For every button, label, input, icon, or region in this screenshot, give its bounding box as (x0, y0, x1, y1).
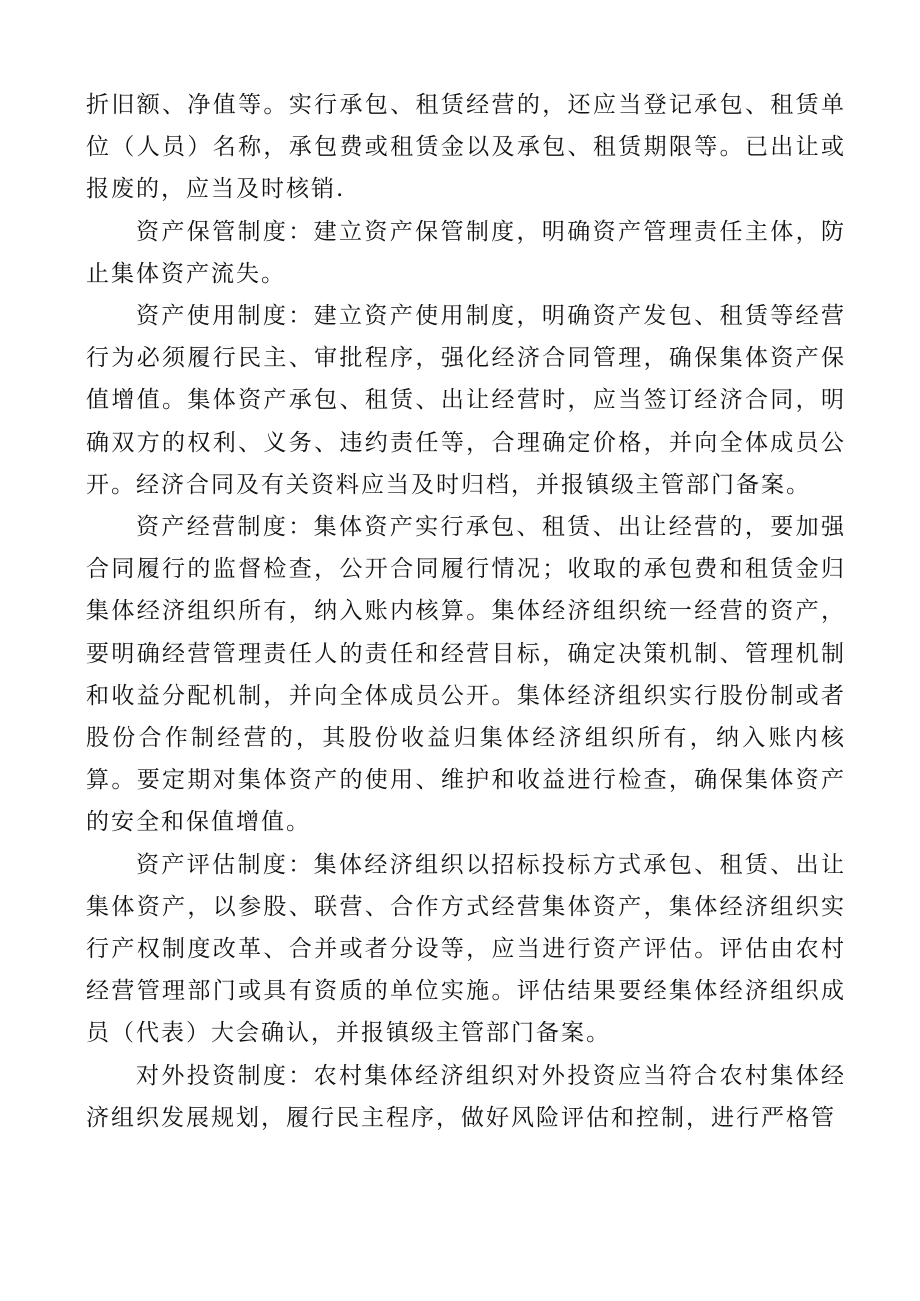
paragraph-continuation: 折旧额、净值等。实行承包、租赁经营的，还应当登记承包、租赁单位（人员）名称，承包费或租赁金以及承包、租赁期限等。已出让或报废的，应当及时核销. (86, 92, 846, 203)
paragraph-asset-operation: 资产经营制度：集体资产实行承包、租赁、出让经营的，要加强合同履行的监督检查，公开合同履行情况；收取的承包费和租赁金归集体经济组织所有，纳入账内核算。集体经济组织统一经营的资产，要明确经营管理责任人的责任和经营目标，确定决策机制、管理机制和收益分配机制，并向全体成员公开。集体经济组织实行股份制或者股份合作制经营的，其股份收益归集体经济组织所有，纳入账内核算。要定期对集体资产的使用、维护和收益进行检查，确保集体资产的安全和保值增值。 (86, 514, 846, 836)
paragraph-asset-use: 资产使用制度：建立资产使用制度，明确资产发包、租赁等经营行为必须履行民主、审批程序，强化经济合同管理，确保集体资产保值增值。集体资产承包、租赁、出让经营时，应当签订经济合同，明确双方的权利、义务、违约责任等，合理确定价格，并向全体成员公开。经济合同及有关资料应当及时归档，并报镇级主管部门备案。 (86, 303, 846, 498)
paragraph-asset-evaluation: 资产评估制度：集体经济组织以招标投标方式承包、租赁、出让集体资产，以参股、联营、合作方式经营集体资产，集体经济组织实行产权制度改革、合并或者分设等，应当进行资产评估。评估由农村经营管理部门或具有资质的单位实施。评估结果要经集体经济组织成员（代表）大会确认，并报镇级主管部门备案。 (86, 851, 846, 1047)
paragraph-asset-custody: 资产保管制度：建立资产保管制度，明确资产管理责任主体，防止集体资产流失。 (86, 218, 846, 287)
document-body (86, 84, 846, 1139)
paragraph-external-investment: 对外投资制度：农村集体经济组织对外投资应当符合农村集体经济组织发展规划，履行民主程序，做好风险评估和控制，进行严格管 (86, 1062, 846, 1131)
